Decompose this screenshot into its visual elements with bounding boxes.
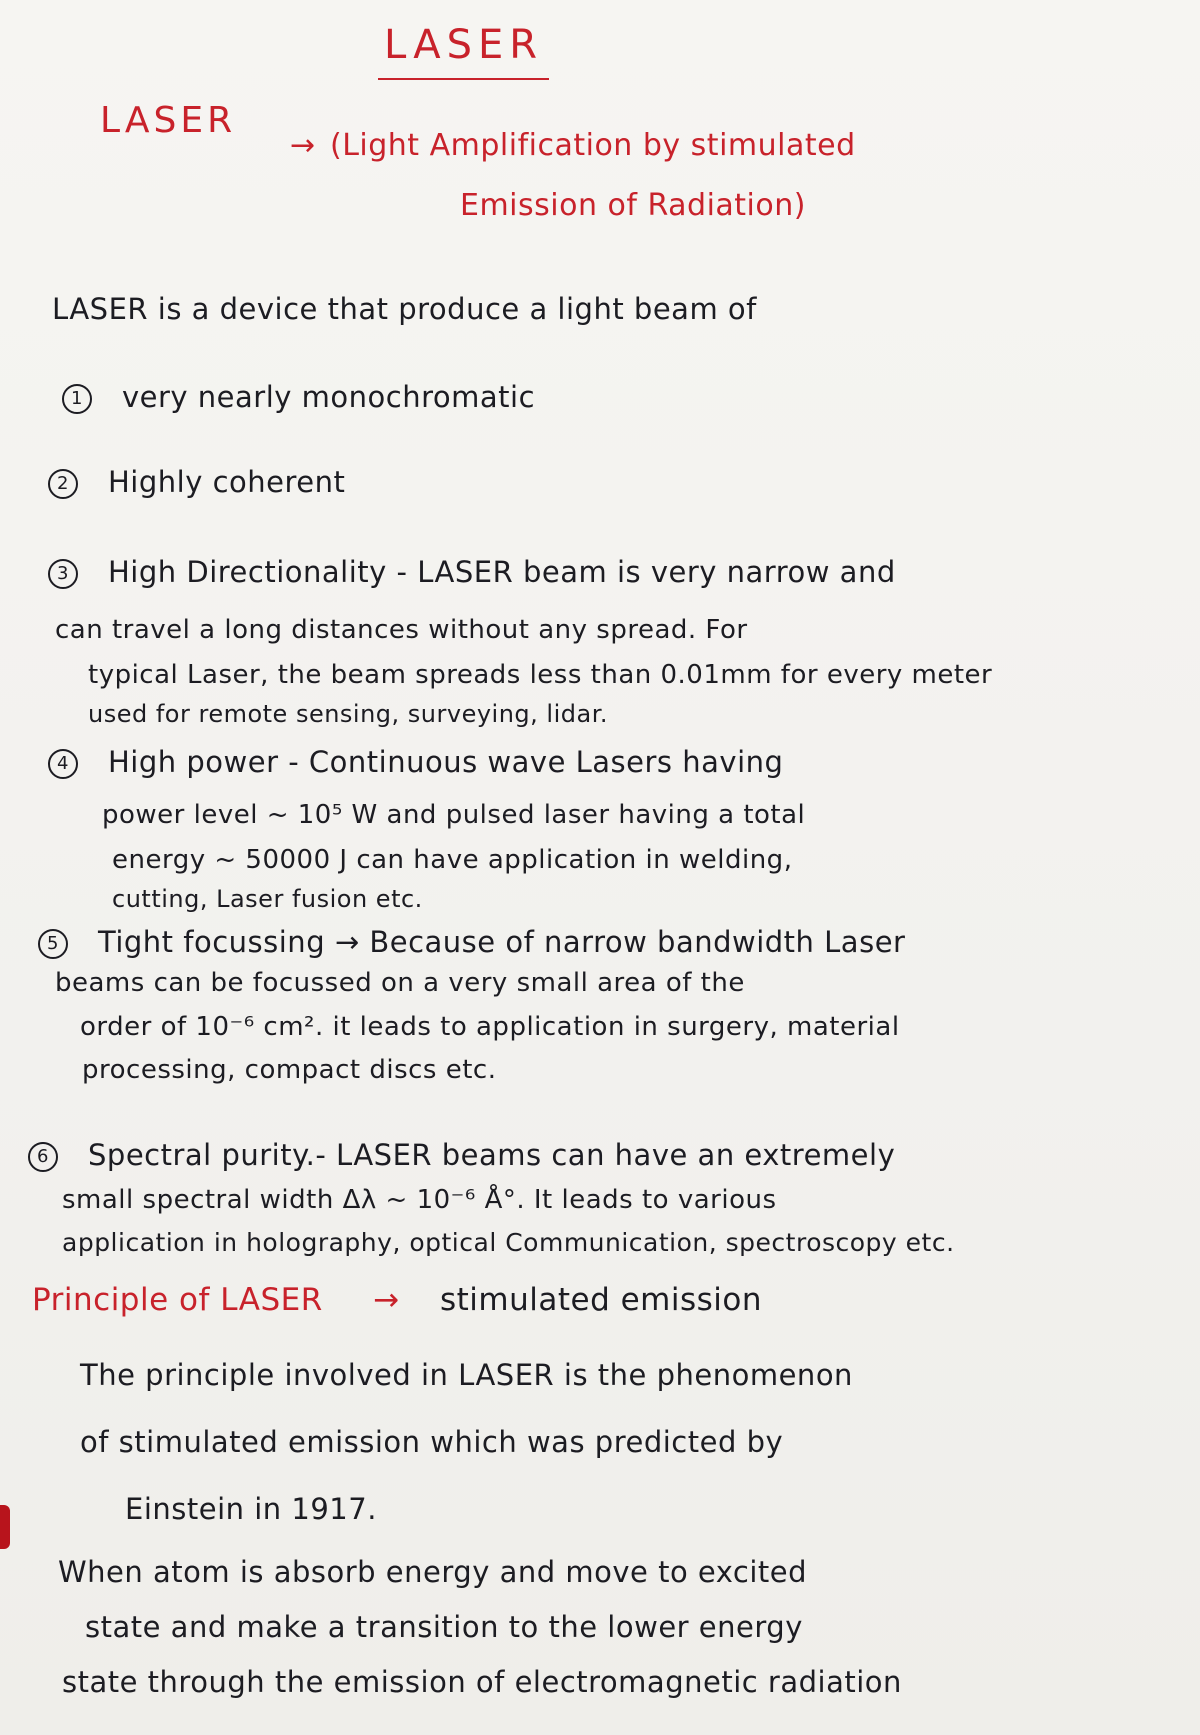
paragraph-line: state through the emission of electromagnetic radiation <box>62 1665 902 1699</box>
acronym-arrow: → <box>290 128 316 163</box>
item-text: Highly coherent <box>108 465 346 499</box>
principle-title: Principle of LASER <box>32 1282 323 1318</box>
item-text: typical Laser, the beam spreads less than 0.01mm for every meter <box>88 660 993 690</box>
principle-value: stimulated emission <box>439 1282 763 1318</box>
item-text: power level ~ 10⁵ W and pulsed laser having a total <box>102 800 806 830</box>
list-item <box>48 745 783 779</box>
item-number: 1 <box>62 384 92 414</box>
paragraph-line: state and make a transition to the lower energy <box>85 1610 803 1644</box>
item-text: order of 10⁻⁶ cm². it leads to application in surgery, material <box>80 1012 900 1042</box>
margin-ink-mark <box>0 1505 10 1549</box>
paragraph-line: When atom is absorb energy and move to excited <box>58 1555 808 1589</box>
item-text: Tight focussing → Because of narrow bandwidth Laser <box>98 925 906 959</box>
paragraph-line: The principle involved in LASER is the phenomenon <box>80 1358 853 1392</box>
principle-heading <box>32 1282 762 1318</box>
item-text: High Directionality - LASER beam is very narrow and <box>108 555 896 589</box>
list-item <box>48 555 896 589</box>
item-number: 3 <box>48 559 78 589</box>
paragraph-line: Einstein in 1917. <box>125 1492 377 1526</box>
principle-arrow: → <box>373 1282 400 1318</box>
item-text: beams can be focussed on a very small area of the <box>55 968 745 998</box>
list-item <box>62 380 535 414</box>
list-item <box>38 925 905 959</box>
item-text: High power - Continuous wave Lasers having <box>108 745 784 779</box>
paragraph-line: of stimulated emission which was predicted by <box>80 1425 784 1459</box>
intro-text: LASER is a device that produce a light beam of <box>52 292 757 326</box>
item-text: Spectral purity.- LASER beams can have an extremely <box>88 1138 896 1172</box>
item-number: 2 <box>48 469 78 499</box>
list-item <box>48 465 345 499</box>
item-number: 6 <box>28 1142 58 1172</box>
item-text: processing, compact discs etc. <box>82 1055 497 1085</box>
item-number: 5 <box>38 929 68 959</box>
item-text: energy ~ 50000 J can have application in welding, <box>112 845 793 875</box>
item-text: used for remote sensing, surveying, lidar. <box>88 700 608 728</box>
page-title: LASER <box>378 22 549 80</box>
item-text: cutting, Laser fusion etc. <box>112 885 423 913</box>
acronym-expansion-line1: (Light Amplification by stimulated <box>330 128 856 163</box>
item-text: small spectral width Δλ ~ 10⁻⁶ Å°. It leads to various <box>62 1185 777 1215</box>
item-number: 4 <box>48 749 78 779</box>
acronym-term: LASER <box>100 100 237 141</box>
acronym-expansion-line2: Emission of Radiation) <box>460 188 806 223</box>
list-item <box>28 1138 895 1172</box>
item-text: very nearly monochromatic <box>122 380 536 414</box>
item-text: can travel a long distances without any spread. For <box>55 615 748 645</box>
item-text: application in holography, optical Communication, spectroscopy etc. <box>62 1228 955 1257</box>
